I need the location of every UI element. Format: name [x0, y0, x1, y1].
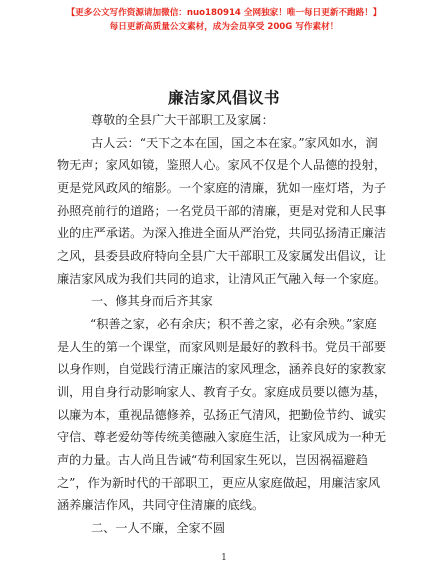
paragraph-line: 之”，作为新时代的干部职工，更应从家庭做起，用廉洁家风 — [57, 475, 381, 490]
salutation: 尊敬的全县广大干部职工及家属： — [91, 113, 274, 127]
paragraph-line: 声的力量。古人尚且告诫“苟利国家生死以，岂因祸福避趋 — [57, 453, 368, 467]
paragraph-line: 守信、尊老爱幼等传统美德融入家庭生活，让家风成为一种无 — [57, 430, 387, 445]
promo-banner-line-1: 【更多公文写作资源请加微信：nuo180914 全网独家！唯一每日更新不跑路！】 — [66, 8, 382, 18]
paragraph-line: “积善之家，必有余庆；积不善之家，必有余殃。”家庭 — [90, 317, 377, 331]
promo-banner-line-2: 每日更新高质量公文素材，成为会员享受 200G 写作素材！ — [109, 22, 339, 32]
paragraph-line: 业的庄严承诺。为深入推进全面从严治党，共同弘扬清正廉洁 — [57, 226, 387, 241]
section-heading-1: 一、修其身而后齐其家 — [91, 294, 213, 309]
paragraph-line: 以身作则，自觉践行清正廉洁的家风理念，涵养良好的家教家 — [57, 362, 387, 377]
paragraph-line: 之风，县委县政府特向全县广大干部职工及家属发出倡议，让 — [57, 249, 387, 263]
paragraph-line: 廉洁家风成为我们共同的追求，让清风正气融入每一个家庭。 — [57, 271, 387, 286]
paragraph-line: 训，用自身行动影响家人、教育子女。家庭成员要以德为基， — [57, 385, 387, 399]
paragraph-line: 古人云：“天下之本在国，国之本在家。”家风如水，润 — [91, 135, 378, 150]
paragraph-line: 物无声；家风如镜，鉴照人心。家风不仅是个人品德的投射， — [57, 158, 387, 173]
paragraph-line: 以廉为本，重视品德修养，弘扬正气清风，把勤俭节约、诚实 — [57, 407, 387, 422]
paragraph-line: 涵养廉洁作风，共同守住清廉的底线。 — [57, 498, 265, 513]
paragraph-line: 孙照亮前行的道路；一名党员干部的清廉，更是对党和人民事 — [57, 203, 387, 218]
document-title: 廉洁家风倡议书 — [167, 88, 280, 107]
section-heading-2: 二、一人不廉，全家不圆 — [91, 521, 226, 535]
paragraph-line: 是人生的第一个课堂，而家风则是最好的教科书。党员干部要 — [57, 339, 387, 354]
page-number: 1 — [221, 553, 227, 563]
paragraph-line: 更是党风政风的缩影。一个家庭的清廉，犹如一座灯塔，为子 — [57, 181, 387, 195]
